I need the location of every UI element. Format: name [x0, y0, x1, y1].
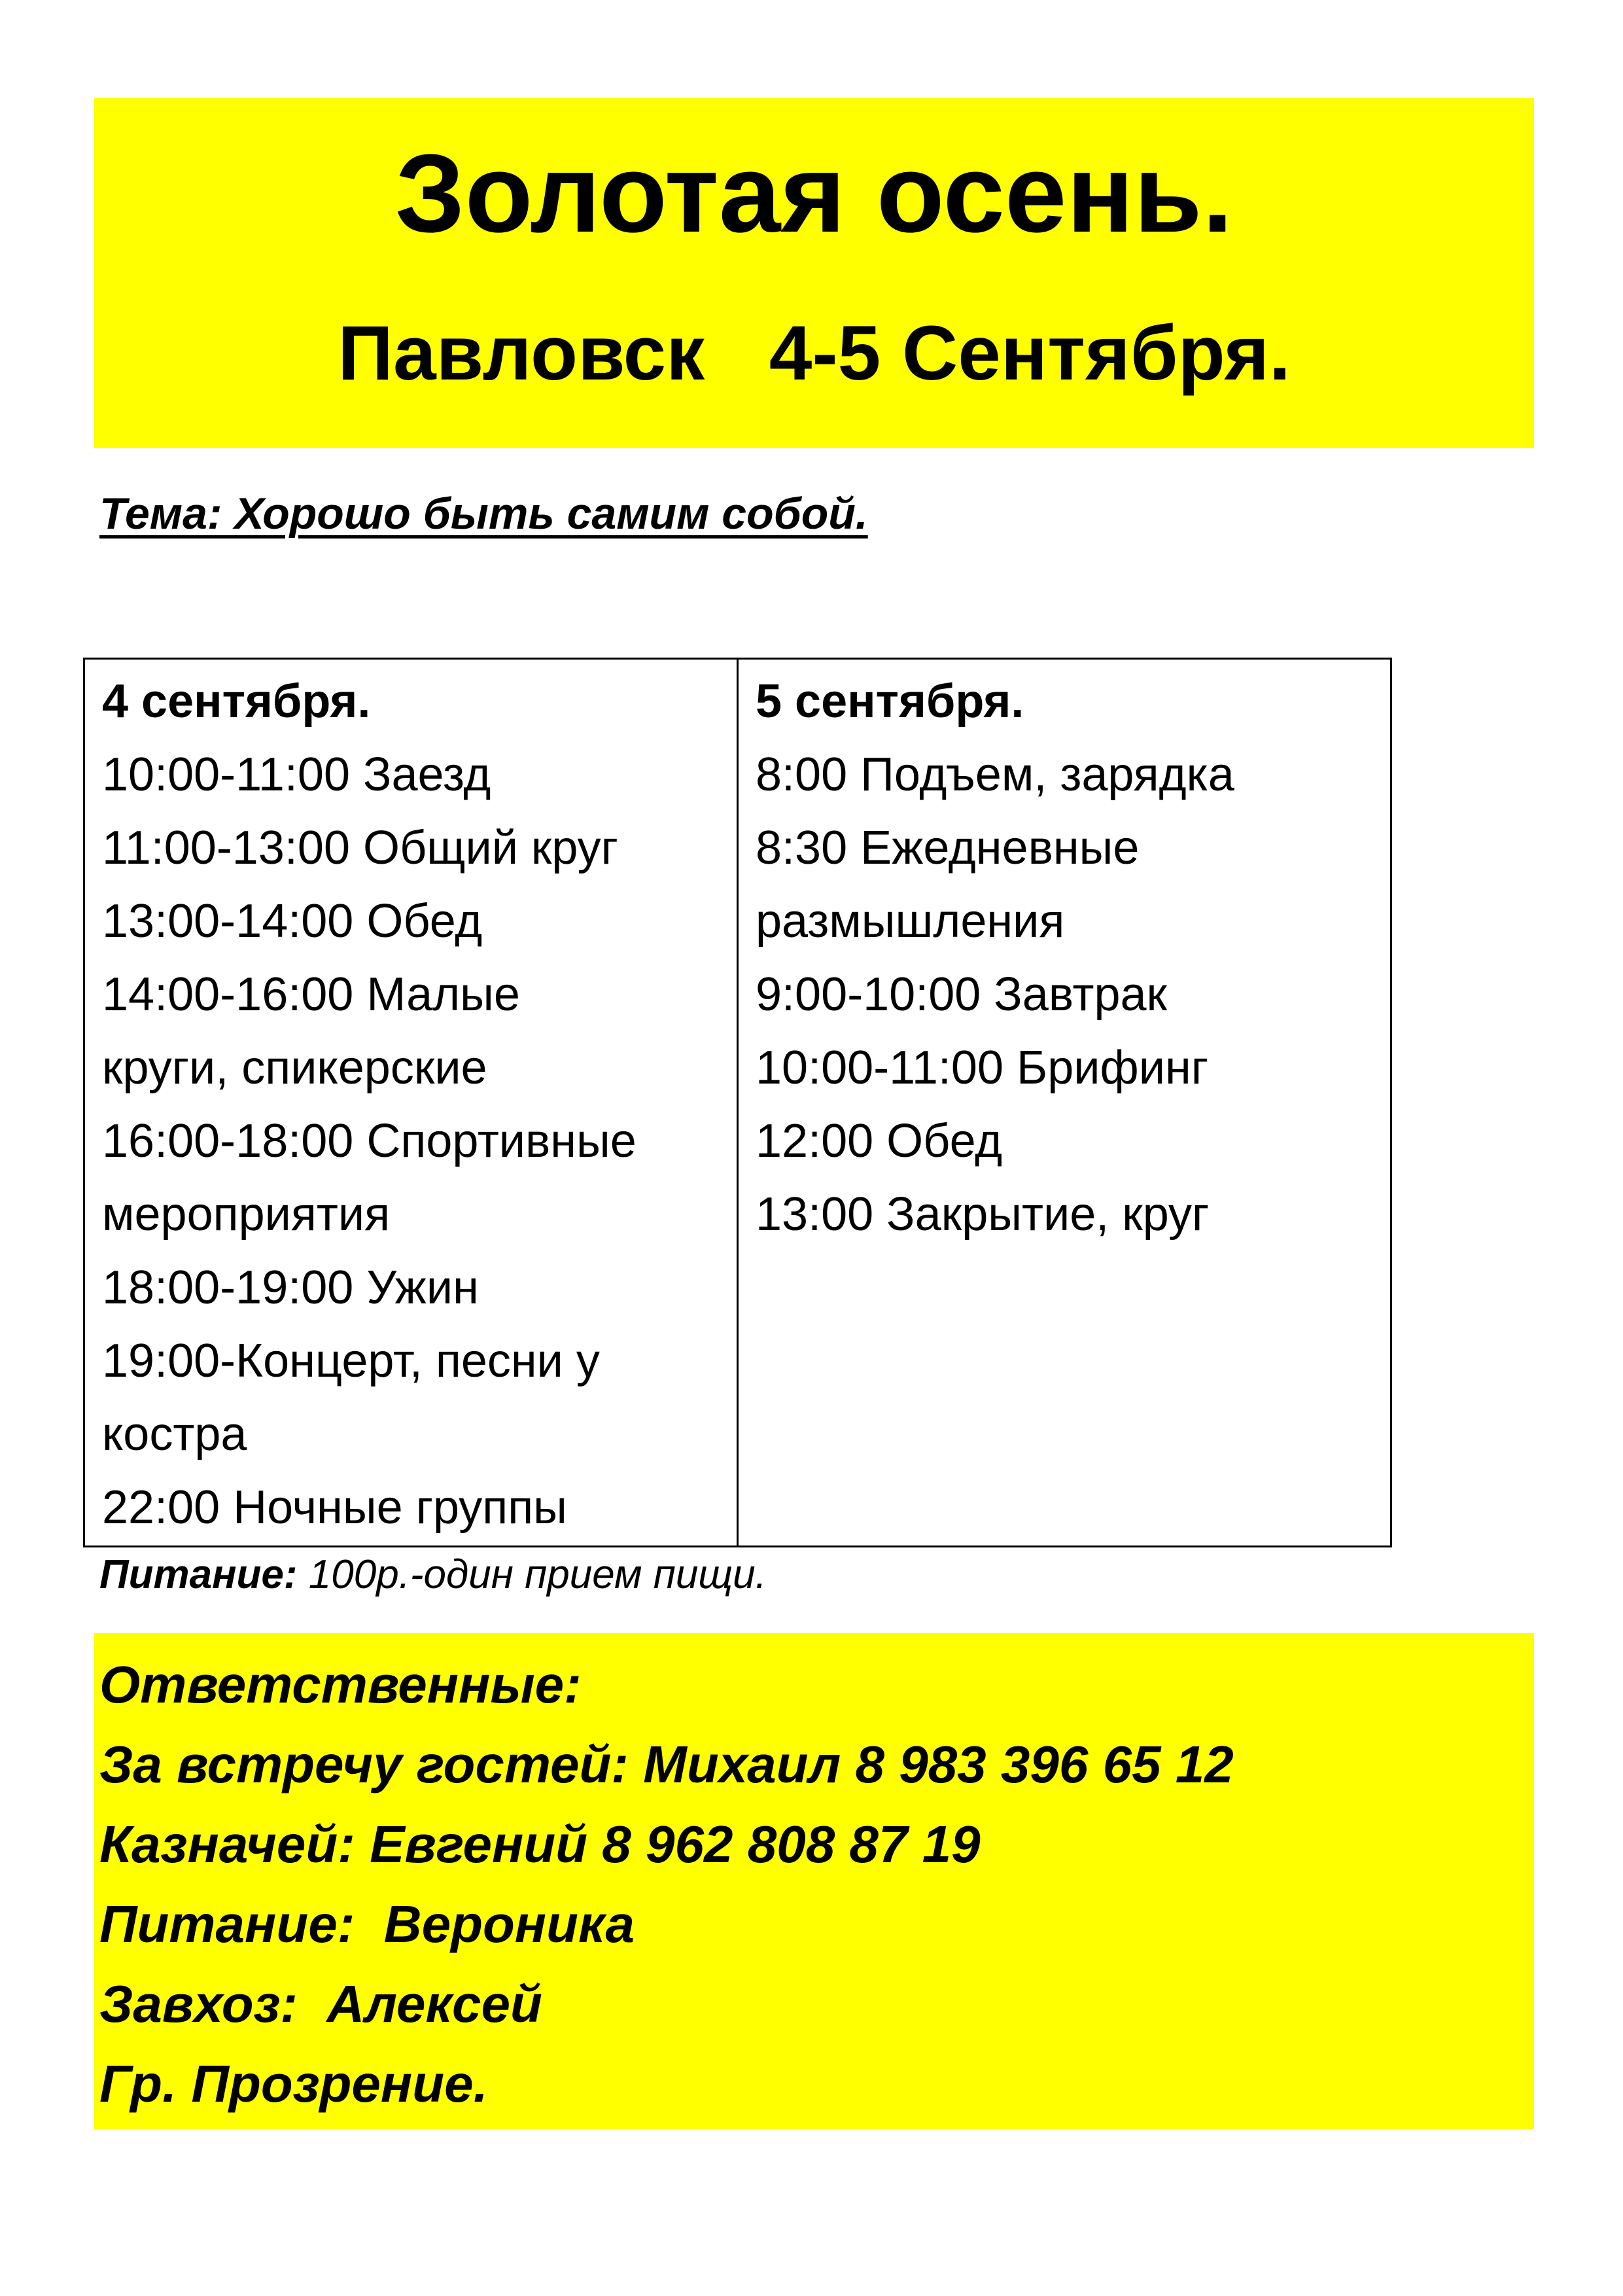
schedule-item: 8:00 Подъем, зарядка	[756, 749, 1234, 801]
schedule-item: размышления	[756, 895, 1065, 947]
contact-item: Питание: Вероника	[99, 1895, 635, 1953]
food-price-note	[99, 1545, 767, 1604]
schedule-item: 13:00 Закрытие, круг	[756, 1188, 1210, 1241]
schedule-item: 8:30 Ежедневные	[756, 822, 1140, 874]
schedule-item: 18:00-19:00 Ужин	[102, 1262, 479, 1314]
contacts-list	[99, 1645, 1234, 2124]
schedule-item: 10:00-11:00 Заезд	[102, 749, 491, 801]
contact-item: Гр. Прозрение.	[99, 2055, 488, 2113]
day1-heading: 4 сентября.	[102, 675, 371, 728]
schedule-item: 19:00-Концерт, песни у	[102, 1335, 600, 1387]
contacts-banner	[94, 1633, 1534, 2129]
schedule-item: 11:00-13:00 Общий круг	[102, 822, 618, 874]
page-title: Золотая осень.	[395, 132, 1233, 256]
day2-column	[738, 659, 1391, 1547]
schedule-item: 22:00 Ночные группы	[102, 1481, 567, 1534]
schedule-item: 12:00 Обед	[756, 1115, 1003, 1167]
day2-heading: 5 сентября.	[756, 675, 1024, 728]
schedule-item: 13:00-14:00 Обед	[102, 895, 483, 947]
schedule-item: 16:00-18:00 Спортивные	[102, 1115, 637, 1167]
contact-item: Завхоз: Алексей	[99, 1975, 542, 2033]
schedule-row	[84, 659, 1391, 1547]
schedule-item: мероприятия	[102, 1188, 391, 1241]
schedule-item: круги, спикерские	[102, 1042, 487, 1094]
contacts-heading: Ответственные:	[99, 1655, 582, 1714]
food-note-label: Питание:	[99, 1552, 298, 1597]
contact-item: Казначей: Евгений 8 962 808 87 19	[99, 1815, 981, 1873]
schedule-item: 10:00-11:00 Брифинг	[756, 1042, 1208, 1094]
schedule-item: костра	[102, 1408, 247, 1460]
food-note-text: 100р.-один прием пищи.	[297, 1552, 767, 1597]
event-theme: Тема: Хорошо быть самим собой.	[99, 489, 868, 539]
contact-item: За встречу гостей: Михаил 8 983 396 65 12	[99, 1735, 1234, 1793]
schedule-table	[83, 658, 1392, 1547]
day1-column	[84, 659, 738, 1547]
schedule-item: 9:00-10:00 Завтрак	[756, 968, 1168, 1021]
schedule-item: 14:00-16:00 Малые	[102, 968, 520, 1021]
header-banner	[94, 98, 1534, 448]
event-location-dates: Павловск 4-5 Сентября.	[338, 310, 1291, 397]
